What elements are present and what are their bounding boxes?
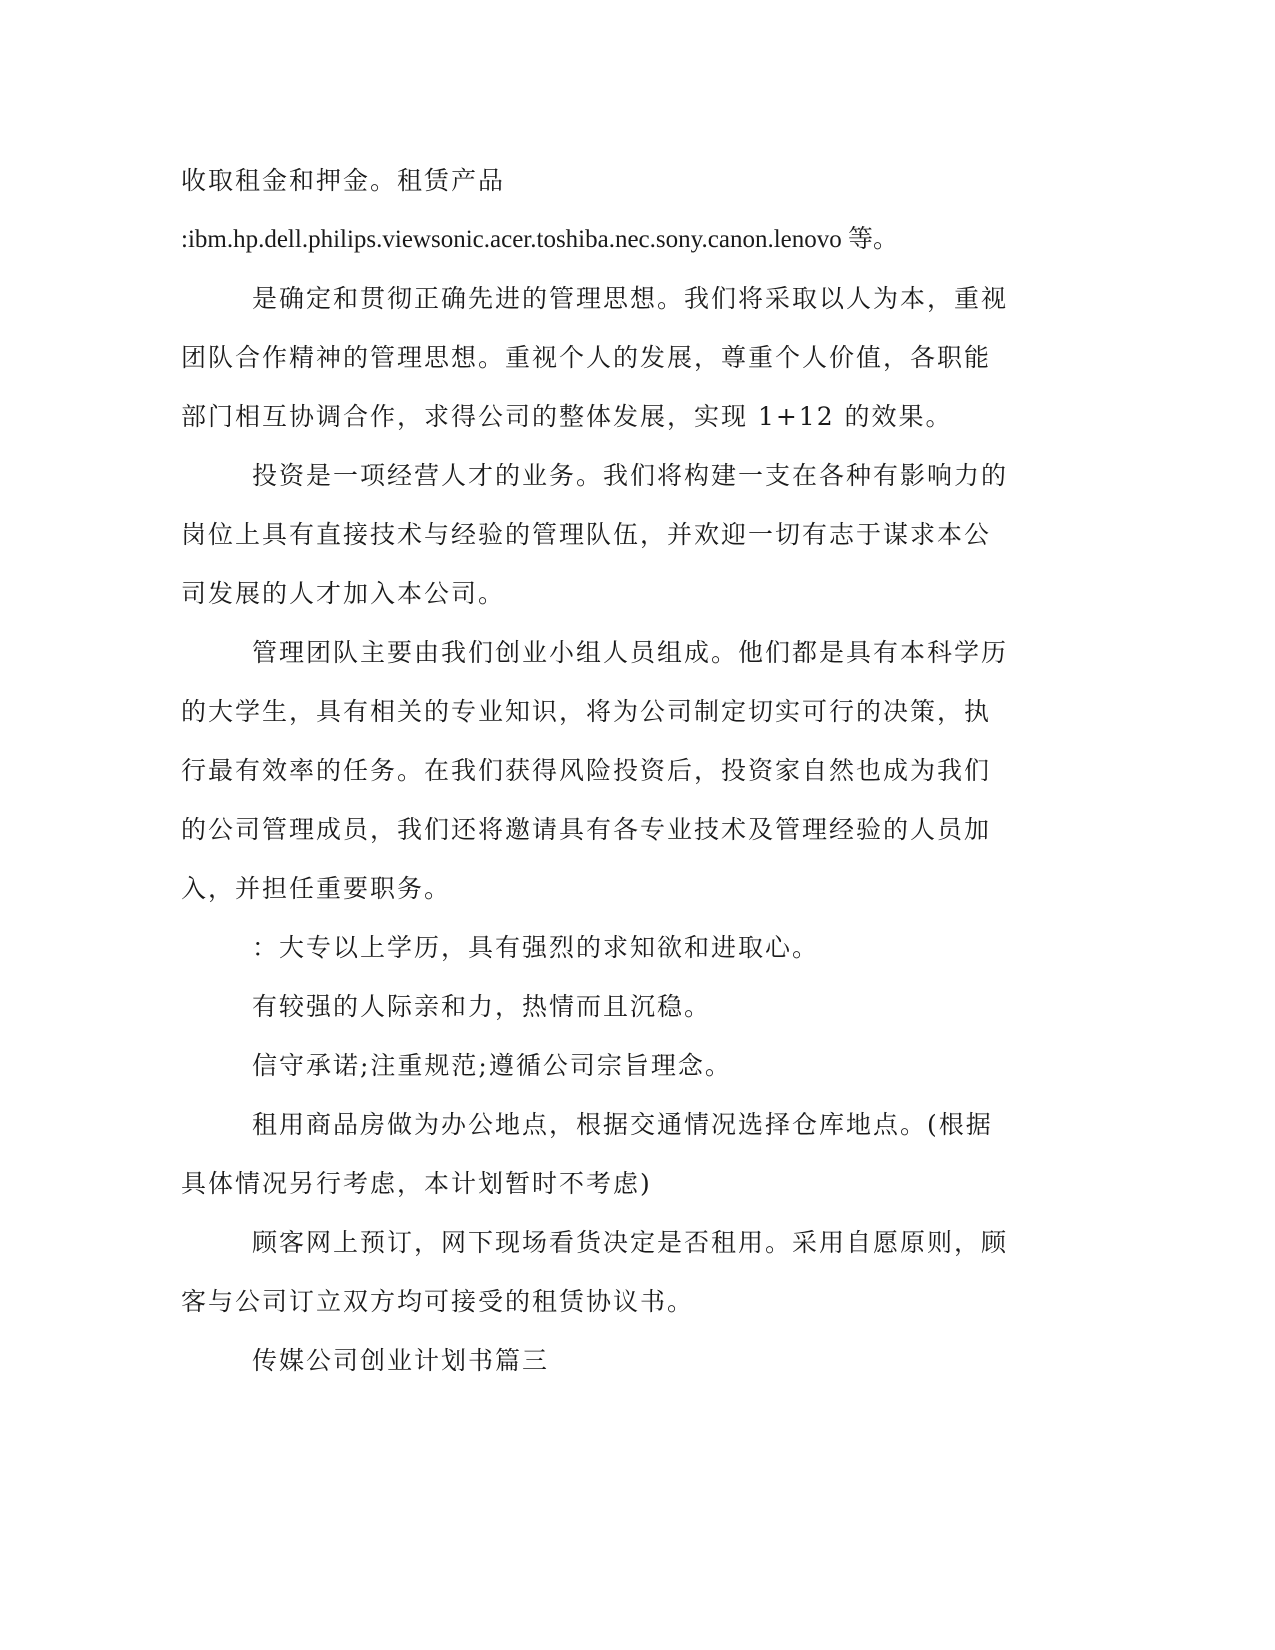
text-line: 入，并担任重要职务。 bbox=[181, 874, 452, 903]
paragraph-start: 是确定和贯彻正确先进的管理思想。我们将采取以人为本，重视 bbox=[252, 284, 1009, 313]
text-line: 团队合作精神的管理思想。重视个人的发展，尊重个人价值，各职能 bbox=[181, 343, 992, 372]
text-line: 收取租金和押金。租赁产品 bbox=[181, 166, 506, 195]
paragraph-start: 管理团队主要由我们创业小组人员组成。他们都是具有本科学历 bbox=[252, 638, 1009, 667]
text-line: 的大学生，具有相关的专业知识，将为公司制定切实可行的决策，执 bbox=[181, 697, 992, 726]
paragraph-start: 有较强的人际亲和力，热情而且沉稳。 bbox=[252, 992, 712, 1021]
text-line: 客与公司订立双方均可接受的租赁协议书。 bbox=[181, 1287, 695, 1316]
text-line: 岗位上具有直接技术与经验的管理队伍，并欢迎一切有志于谋求本公 bbox=[181, 520, 992, 549]
text-line: 司发展的人才加入本公司。 bbox=[181, 579, 506, 608]
text-line: :ibm.hp.dell.philips.viewsonic.acer.toshiba.nec.sony.canon.lenovo 等。 bbox=[181, 226, 898, 253]
paragraph-start: ：大专以上学历，具有强烈的求知欲和进取心。 bbox=[252, 933, 820, 962]
paragraph-start: 投资是一项经营人才的业务。我们将构建一支在各种有影响力的 bbox=[252, 461, 1009, 490]
text-line: 的公司管理成员，我们还将邀请具有各专业技术及管理经验的人员加 bbox=[181, 815, 992, 844]
paragraph-start: 顾客网上预订，网下现场看货决定是否租用。采用自愿原则，顾 bbox=[252, 1228, 1009, 1257]
text-line: 具体情况另行考虑，本计划暂时不考虑) bbox=[181, 1169, 652, 1198]
section-heading: 传媒公司创业计划书篇三 bbox=[252, 1346, 550, 1375]
text-line: 部门相互协调合作，求得公司的整体发展，实现 1+12 的效果。 bbox=[181, 402, 953, 431]
paragraph-start: 租用商品房做为办公地点，根据交通情况选择仓库地点。(根据 bbox=[252, 1110, 993, 1139]
text-line: 行最有效率的任务。在我们获得风险投资后，投资家自然也成为我们 bbox=[181, 756, 992, 785]
paragraph-start: 信守承诺;注重规范;遵循公司宗旨理念。 bbox=[252, 1051, 732, 1080]
